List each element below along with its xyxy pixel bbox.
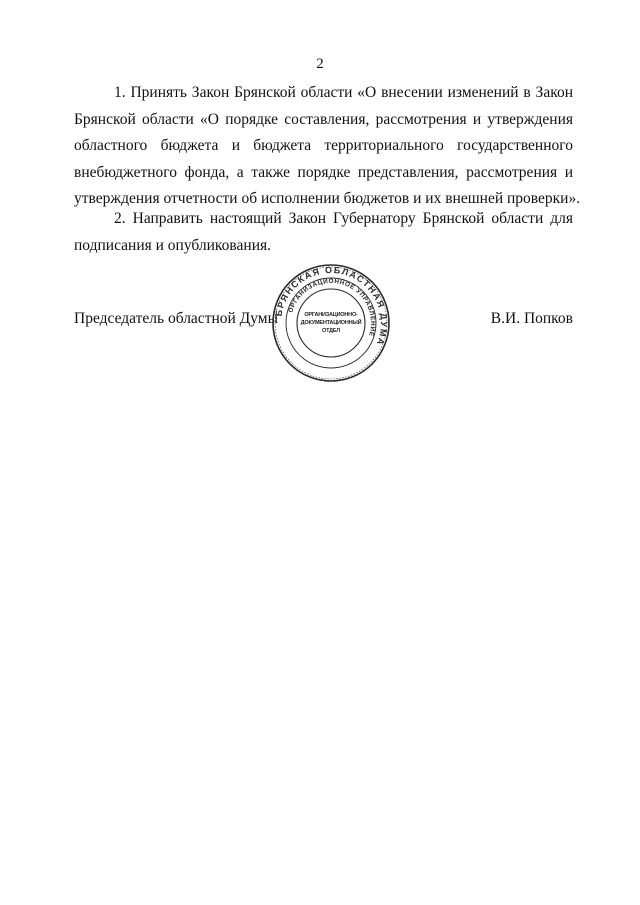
paragraph-1 bbox=[74, 80, 581, 213]
signatory-title: Председатель областной Думы bbox=[74, 310, 279, 327]
paragraph-1-line: 1. Принять Закон Брянской области «О внесении изменений в Закон bbox=[114, 84, 573, 101]
paragraph-1-line: Брянской области «О порядке составления, рассмотрения и утверждения bbox=[74, 110, 573, 128]
stamp-center-line: ОТДЕЛ bbox=[322, 328, 340, 334]
paragraph-1-line: областного бюджета и бюджета территориального государственного bbox=[74, 137, 573, 154]
paragraph-2 bbox=[74, 206, 573, 259]
stamp-inner-text: ОРГАНИЗАЦИОННОЕ УПРАВЛЕНИЕ bbox=[287, 277, 377, 338]
paragraph-2-line: подписания и опубликования. bbox=[74, 236, 271, 254]
stamp-center-text bbox=[270, 262, 392, 384]
signatory-name: В.И. Попков bbox=[490, 310, 573, 327]
stamp-center-line: ДОКУМЕНТАЦИОННЫЙ bbox=[300, 320, 362, 326]
official-stamp bbox=[270, 262, 392, 384]
page-number: 2 bbox=[316, 56, 324, 72]
paragraph-2-line: 2. Направить настоящий Закон Губернатору Брянской области для bbox=[114, 210, 573, 227]
stamp-outer-text: БРЯНСКАЯ ОБЛАСТНАЯ ДУМА bbox=[273, 264, 390, 348]
paragraph-1-line: утверждения отчетности об исполнении бюджетов и их внешней проверки». bbox=[74, 190, 581, 207]
stamp-center-line: ОРГАНИЗАЦИОННО- bbox=[304, 312, 358, 318]
paragraph-1-line: внебюджетного фонда, а также порядке представления, рассмотрения и bbox=[74, 163, 573, 181]
